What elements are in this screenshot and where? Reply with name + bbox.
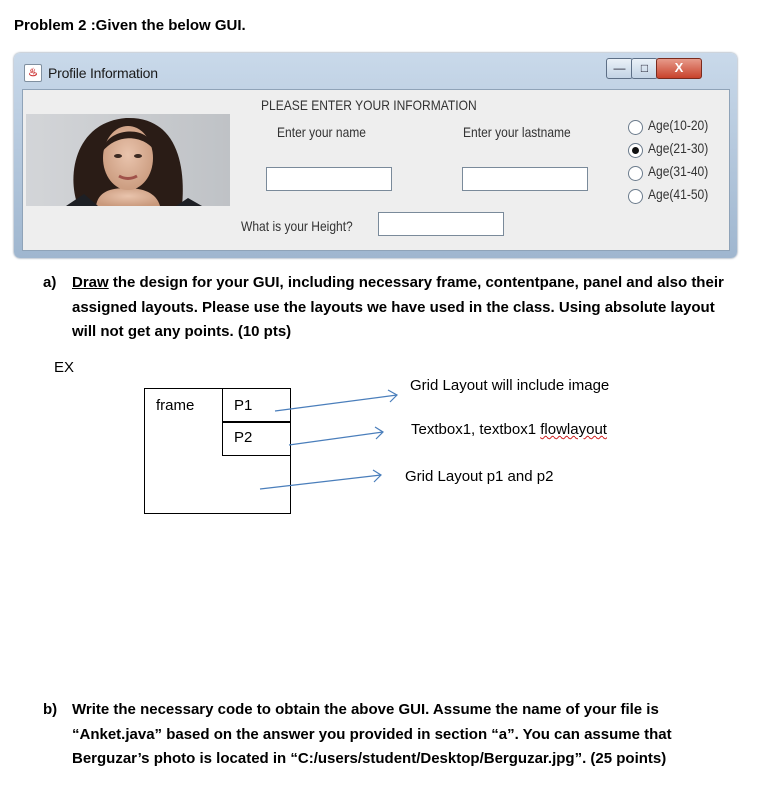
frame-label: frame xyxy=(156,397,195,414)
note-grid-image: Grid Layout will include image xyxy=(410,377,610,394)
age-label-0: Age(10-20) xyxy=(648,117,709,133)
lastname-label: Enter your lastname xyxy=(463,124,571,140)
note-flowlayout-lead: Textbox1, textbox1 xyxy=(411,421,541,438)
part-a-draw: Draw xyxy=(72,274,109,291)
maximize-icon: □ xyxy=(640,61,649,75)
part-b-line1: Write the necessary code to obtain the above GUI. Assume the name of your file is xyxy=(72,701,659,718)
age-label-3: Age(41-50) xyxy=(648,186,709,202)
part-a-line2: assigned layouts. Please use the layouts we have used in the class. Using absolute layout xyxy=(72,298,715,316)
arrow-frame xyxy=(260,475,381,489)
arrow-p1 xyxy=(275,395,397,411)
part-a-marker: a) xyxy=(43,274,57,291)
part-b-question xyxy=(72,698,762,772)
close-icon: X xyxy=(674,60,684,75)
age-label-2: Age(31-40) xyxy=(648,163,709,179)
age-label-1: Age(21-30) xyxy=(648,140,709,156)
height-label: What is your Height? xyxy=(241,218,353,234)
note-grid-panels: Grid Layout p1 and p2 xyxy=(405,468,554,485)
p1-label: P1 xyxy=(234,397,253,414)
flowlayout-spellcheck: flowlayout xyxy=(540,421,607,438)
java-app-icon: ♨ xyxy=(24,64,42,82)
problem-heading: Problem 2 :Given the below GUI. xyxy=(14,17,246,34)
arrow-p2 xyxy=(289,432,383,445)
part-a-line1-rest: the design for your GUI, including necessary frame, contentpane, panel and also their xyxy=(108,274,724,291)
form-header: PLEASE ENTER YOUR INFORMATION xyxy=(261,97,477,113)
p2-label: P2 xyxy=(234,429,253,446)
minimize-icon: — xyxy=(613,61,626,75)
example-label: EX xyxy=(54,359,75,376)
part-b-line3: Berguzar’s photo is located in “C:/users/student/Desktop/Berguzar.jpg”. (25 points) xyxy=(72,750,667,767)
part-b-marker: b) xyxy=(43,701,58,718)
window-title: Profile Information xyxy=(48,65,158,81)
part-b-line2: “Anket.java” based on the answer you provided in section “a”. You can assume that xyxy=(72,725,672,743)
name-label: Enter your name xyxy=(277,124,367,140)
part-a-line3: will not get any points. (10 pts) xyxy=(72,323,292,340)
note-flowlayout xyxy=(411,421,607,438)
